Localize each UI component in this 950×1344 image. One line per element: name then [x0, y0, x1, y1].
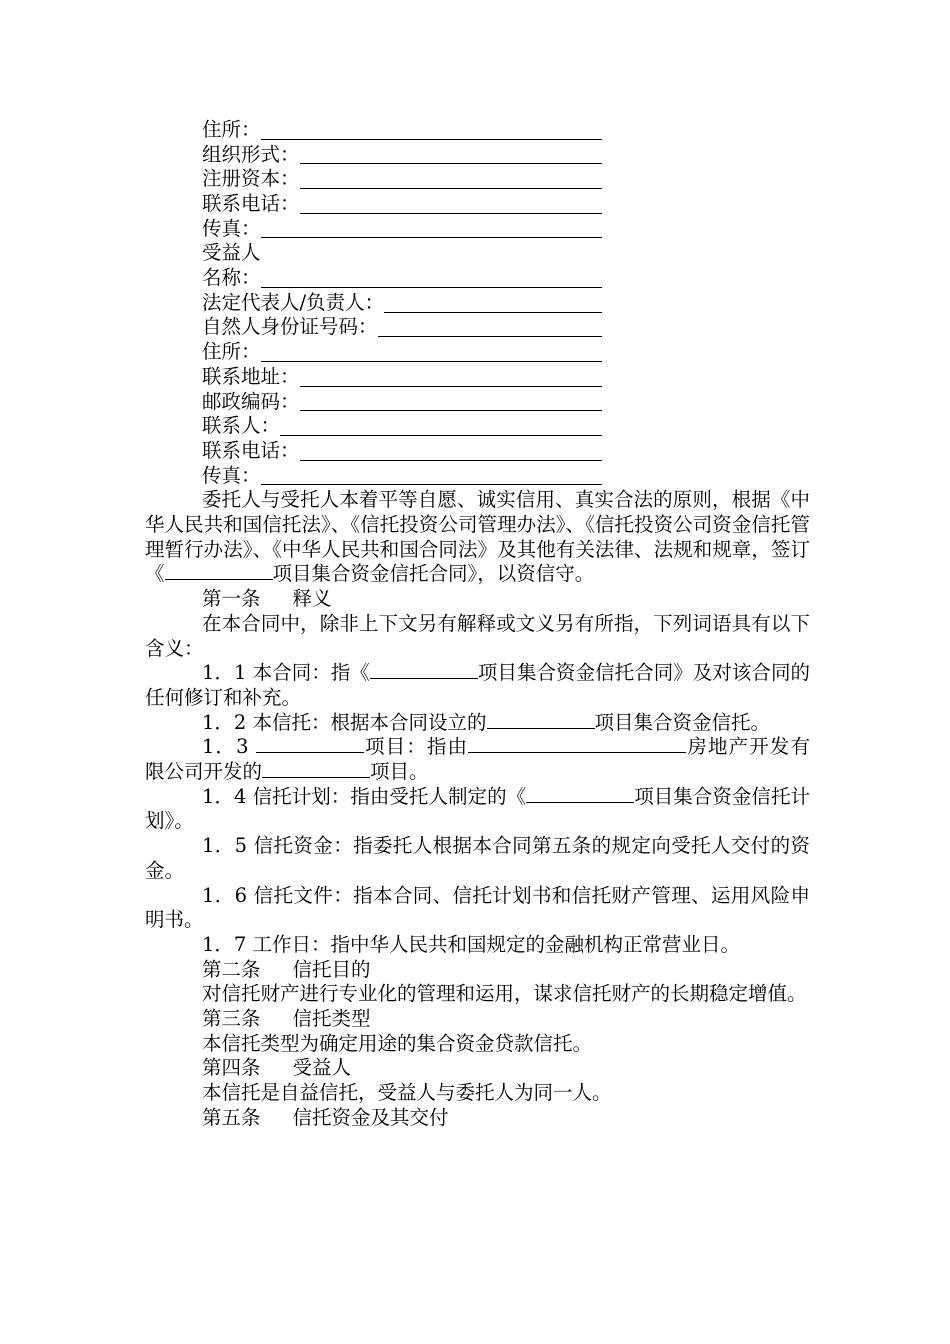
definition-1-5: 1．5 信托资金：指委托人根据本合同第五条的规定向受托人交付的资金。 — [145, 834, 810, 882]
definition-text: 1．4 信托计划：指由受托人制定的《 — [202, 784, 527, 808]
beneficiary-postcode-field — [202, 390, 602, 415]
field-label: 法定代表人/负责人： — [202, 290, 385, 314]
definition-1-6: 1．6 信托文件：指本合同、信托计划书和信托财产管理、运用风险申明书。 — [145, 883, 810, 932]
trustee-phone-field — [202, 192, 602, 217]
field-label: 住所： — [202, 340, 261, 364]
preamble-paragraph — [145, 488, 810, 587]
article-4-heading — [202, 1056, 810, 1081]
fill-in-blank — [526, 786, 634, 803]
beneficiary-fax-field — [202, 464, 602, 489]
fill-in-line — [261, 121, 602, 140]
definition-text: 项目：指由 — [363, 735, 469, 759]
field-label: 联系人： — [202, 414, 281, 438]
definition-1-2 — [145, 711, 810, 736]
preamble-text-end: 项目集合资金信托合同》，以资信守。 — [272, 562, 595, 586]
article-number: 第四条 — [202, 1056, 261, 1080]
article-2-body: 对信托财产进行专业化的管理和运用，谋求信托财产的长期稳定增值。 — [202, 982, 807, 1006]
definition-text: 项目。 — [370, 760, 429, 784]
field-label: 联系电话： — [202, 192, 300, 216]
definition-text: 项目集合资金信托。 — [594, 710, 771, 734]
field-label: 自然人身份证号码： — [202, 315, 378, 339]
fill-in-line — [300, 195, 602, 214]
article-5-heading — [202, 1106, 810, 1131]
fill-in-line — [300, 368, 602, 387]
fill-in-blank — [370, 662, 478, 679]
article-title: 信托资金及其交付 — [292, 1105, 449, 1129]
beneficiary-fields — [145, 266, 810, 488]
article-3-body: 本信托类型为确定用途的集合资金贷款信托。 — [202, 1031, 593, 1055]
definition-text: 1．1 本合同：指《 — [202, 661, 370, 685]
fill-in-blank — [165, 563, 273, 580]
article-1-intro: 在本合同中，除非上下文另有解释或文义另有所指，下列词语具有以下含义： — [145, 611, 810, 660]
article-title: 释义 — [292, 587, 332, 611]
field-label: 住所： — [202, 117, 261, 141]
definition-text: 1．2 本信托：根据本合同设立的 — [202, 710, 487, 734]
article-number: 第五条 — [202, 1105, 261, 1129]
trustee-fields — [145, 118, 810, 241]
fill-in-line — [280, 417, 602, 436]
article-number: 第二条 — [202, 957, 261, 981]
beneficiary-name-field — [202, 266, 602, 291]
beneficiary-heading: 受益人 — [202, 241, 261, 265]
trustee-fax-field — [202, 217, 602, 242]
definition-1-3 — [145, 735, 810, 784]
beneficiary-phone-field — [202, 439, 602, 464]
definition-text: 项目集合资金信托计划》。 — [145, 784, 810, 833]
article-1-heading — [202, 587, 810, 612]
definition-text: 项目集合资金信托合同》及对该合同的任何修订和补充。 — [145, 661, 810, 709]
field-label: 组织形式： — [202, 142, 300, 166]
preamble-text: 委托人与受托人本着平等自愿、诚实信用、真实合法的原则，根据《中华人民共和国信托法》、《信托投资公司管理办法》、《信托投资公司资金信托管理暂行办法》、《中华人民共和国合同法》及其他有关法律、法规和规章，签订《 — [145, 488, 810, 586]
fill-in-blank — [256, 736, 364, 753]
fill-in-line — [378, 318, 602, 337]
definition-1-7: 1．7 工作日：指中华人民共和国规定的金融机构正常营业日。 — [202, 932, 741, 956]
field-label: 注册资本： — [202, 167, 300, 191]
field-label: 联系地址： — [202, 364, 300, 388]
article-title: 信托目的 — [292, 957, 371, 981]
trustee-org-form-field — [202, 143, 602, 168]
fill-in-blank — [262, 761, 370, 778]
fill-in-line — [261, 343, 602, 362]
fill-in-blank — [468, 736, 686, 753]
fill-in-line — [300, 170, 602, 189]
fill-in-line — [261, 466, 602, 485]
field-label: 联系电话： — [202, 438, 300, 462]
definition-1-4 — [145, 785, 810, 834]
beneficiary-contact-person-field — [202, 414, 602, 439]
article-2-heading — [202, 958, 810, 983]
fill-in-line — [300, 145, 602, 164]
article-3-heading — [202, 1007, 810, 1032]
definition-1-1 — [145, 661, 810, 710]
contract-text — [145, 118, 810, 1131]
article-number: 第一条 — [202, 587, 261, 611]
definition-text: 房地产开发有限公司开发的 — [145, 735, 810, 784]
beneficiary-id-number-field — [202, 316, 602, 341]
article-4-body: 本信托是自益信托，受益人与委托人为同一人。 — [202, 1081, 612, 1105]
fill-in-blank — [487, 712, 595, 729]
fill-in-line — [300, 392, 602, 411]
trustee-registered-capital-field — [202, 167, 602, 192]
definition-text: 1．3 — [202, 735, 256, 759]
beneficiary-address-field — [202, 340, 602, 365]
article-title: 信托类型 — [292, 1007, 371, 1031]
beneficiary-contact-address-field — [202, 365, 602, 390]
fill-in-line — [300, 442, 602, 461]
article-title: 受益人 — [292, 1056, 352, 1080]
field-label: 传真： — [202, 216, 261, 240]
field-label: 传真： — [202, 463, 261, 487]
fill-in-line — [261, 219, 602, 238]
trustee-address-field — [202, 118, 602, 143]
field-label: 名称： — [202, 266, 261, 290]
article-number: 第三条 — [202, 1007, 261, 1031]
field-label: 邮政编码： — [202, 389, 300, 413]
beneficiary-legal-rep-field — [202, 291, 602, 316]
fill-in-line — [384, 294, 602, 313]
fill-in-line — [261, 269, 602, 288]
